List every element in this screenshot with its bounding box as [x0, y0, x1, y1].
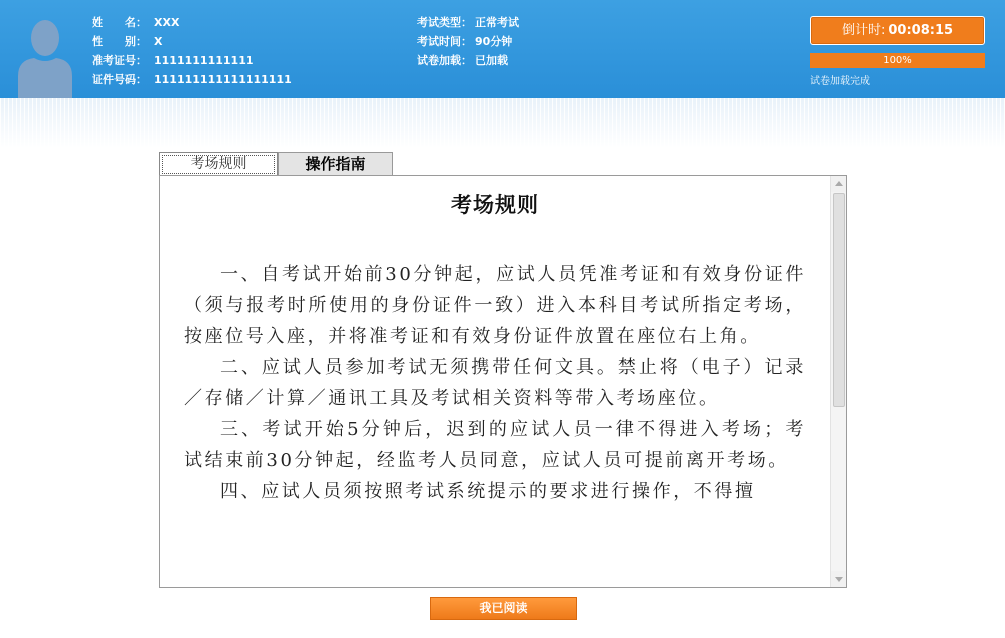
rule-paragraph: 三、考试开始5分钟后，迟到的应试人员一律不得进入考场；考试结束前30分钟起，经监考人员同意，应试人员可提前离开考场。	[184, 419, 806, 471]
paper-loading-label: 试卷加载：	[417, 54, 472, 67]
countdown-label: 倒计时:	[841, 23, 886, 38]
ticket-label: 准考证号：	[92, 54, 147, 67]
name-label: 姓 名：	[92, 16, 147, 29]
countdown-timer	[810, 16, 985, 45]
gender-value: X	[154, 35, 163, 48]
rules-panel	[159, 175, 847, 588]
header-bar	[0, 0, 1005, 98]
exam-duration-value: 90分钟	[475, 35, 513, 48]
name-value: XXX	[154, 16, 180, 29]
exam-info	[417, 13, 519, 70]
exam-duration-label: 考试时间：	[417, 35, 472, 48]
tab-operation-guide[interactable]: 操作指南	[278, 152, 393, 175]
scroll-down-arrow-icon[interactable]	[831, 571, 847, 587]
tab-exam-rules-label: 考场规则	[162, 155, 275, 174]
rule-paragraph: 二、应试人员参加考试无须携带任何文具。禁止将（电子）记录／存储／计算／通讯工具及考试相关资料等带入考场座位。	[184, 357, 806, 409]
ticket-value: 1111111111111	[154, 54, 254, 67]
vertical-scrollbar[interactable]	[830, 176, 846, 587]
countdown-value: 00:08:15	[888, 23, 954, 38]
paper-loading-value: 已加载	[475, 54, 508, 67]
rules-content[interactable]	[160, 176, 830, 587]
scroll-thumb[interactable]	[833, 193, 845, 407]
gender-label: 性 别：	[92, 35, 147, 48]
rule-paragraph: 一、自考试开始前30分钟起，应试人员凭准考证和有效身份证件（须与报考时所使用的身份证件一致）进入本科目考试所指定考场，按座位号入座，并将准考证和有效身份证件放置在座位右上角。	[184, 264, 806, 347]
tab-exam-rules[interactable]	[159, 152, 278, 175]
avatar-icon	[18, 14, 72, 98]
i-have-read-button[interactable]: 我已阅读	[430, 597, 577, 620]
scroll-up-arrow-icon[interactable]	[831, 176, 847, 192]
candidate-info	[92, 13, 292, 89]
loading-status-text: 试卷加载完成	[810, 76, 870, 87]
loading-progress-bar	[810, 53, 985, 68]
id-value: 111111111111111111	[154, 73, 292, 86]
rule-paragraph: 四、应试人员须按照考试系统提示的要求进行操作，不得擅	[220, 481, 756, 502]
progress-percent: 100%	[883, 55, 912, 66]
header-hatch-pattern	[0, 98, 1005, 148]
id-label: 证件号码：	[92, 73, 147, 86]
exam-type-value: 正常考试	[475, 16, 519, 29]
rules-title: 考场规则	[451, 193, 539, 217]
exam-type-label: 考试类型：	[417, 16, 472, 29]
